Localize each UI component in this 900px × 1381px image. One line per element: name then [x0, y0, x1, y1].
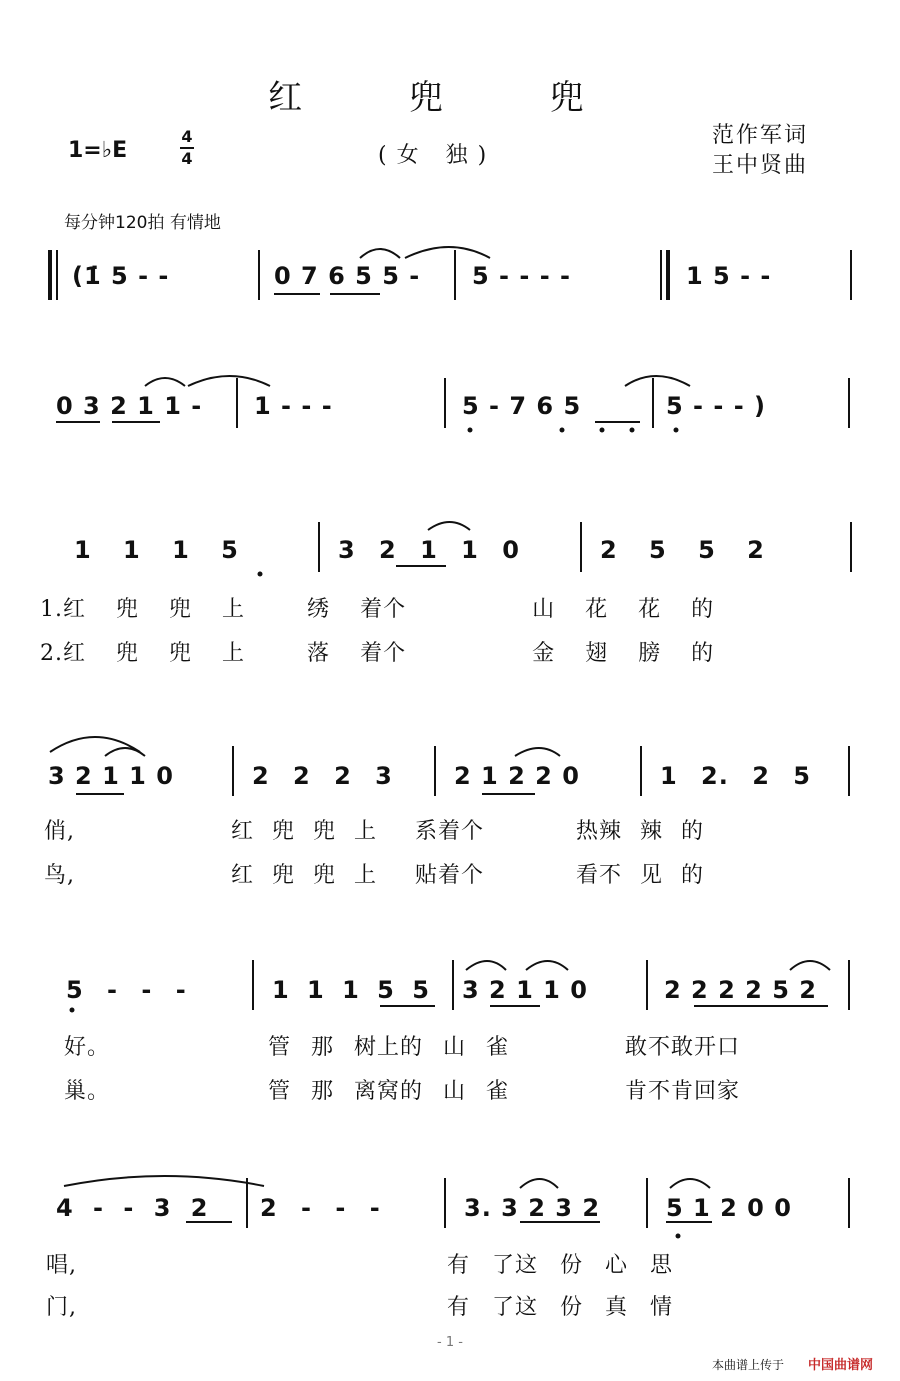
- measure: 4 - - 3 2: [56, 1194, 209, 1222]
- octave-dot: [600, 428, 605, 433]
- measure: 5 - - - ): [666, 392, 766, 420]
- slur: [466, 961, 506, 970]
- measure: 1 1 1 5 5: [272, 976, 430, 1004]
- lyric-word: 门,: [46, 1295, 77, 1320]
- slur: [790, 961, 830, 970]
- octave-dot: [70, 1008, 75, 1013]
- slur: [405, 247, 490, 258]
- lyric-word: 山: [532, 597, 556, 622]
- lyric-word: 系着个: [414, 819, 484, 844]
- lyric-word: 红 兜 兜 上: [231, 863, 377, 888]
- measure: 1 - - -: [254, 392, 333, 420]
- measure: 3. 3 2 3 2: [464, 1194, 601, 1222]
- measure: 0 7 6 5 5 -: [274, 262, 421, 290]
- lyric-word: 唱,: [46, 1253, 77, 1278]
- slur: [526, 961, 568, 970]
- meter-bottom: 4: [181, 149, 193, 168]
- lyric-word: 管 那 树上的 山 雀: [268, 1035, 509, 1060]
- slur: [64, 1176, 264, 1186]
- key-signature: 1=♭E: [68, 138, 128, 163]
- lyric-word: 翅: [585, 641, 609, 666]
- lyric-word: 金: [532, 641, 556, 666]
- lyric-word: 看不 见 的: [576, 863, 704, 888]
- upload-note: 本曲谱上传于: [712, 1358, 785, 1372]
- site-logo: 中国曲谱网: [808, 1358, 874, 1373]
- octave-dot: [468, 428, 473, 433]
- measure: 5 - - - -: [472, 262, 571, 290]
- composer-credit: 王中贤曲: [712, 153, 809, 178]
- octave-dot: [560, 428, 565, 433]
- slur: [50, 737, 140, 752]
- octave-dot: [258, 572, 263, 577]
- slur: [360, 249, 400, 258]
- lyric-word: 贴着个: [414, 863, 484, 888]
- performance-type: (女 独): [378, 143, 497, 168]
- lyric-word: 兜: [169, 641, 193, 666]
- lyric-word: 俏,: [44, 819, 75, 844]
- lyric-word: 鸟,: [44, 863, 75, 888]
- measure: 0 3 2 1 1 -: [56, 392, 203, 420]
- lyric-word: 绣: [307, 597, 331, 622]
- page-number: - 1 -: [437, 1335, 463, 1350]
- slur: [520, 1179, 558, 1188]
- lyric-word: 巢。: [64, 1079, 111, 1104]
- lyric-word: 1.红: [40, 597, 86, 622]
- measure: 3 2 1 1 0: [48, 762, 174, 790]
- lyric-word: 红 兜 兜 上: [231, 819, 377, 844]
- slur: [105, 748, 145, 756]
- lyric-word: 膀: [638, 641, 662, 666]
- meter-top: 4: [181, 127, 193, 146]
- lyric-word: 好。: [64, 1035, 111, 1060]
- measure: 2 1 2 2 0: [454, 762, 580, 790]
- lyric-word: 有 了这 份 真 情: [447, 1295, 673, 1320]
- lyric-word: 着个: [360, 597, 407, 622]
- lyric-word: 敢不敢开口: [625, 1035, 741, 1060]
- measure: 1 2. 2 5: [660, 762, 811, 790]
- measure: 2 2 2 2 5 2: [664, 976, 817, 1004]
- measure: 5 1 2 0 0: [666, 1194, 792, 1222]
- lyric-word: 兜: [169, 597, 193, 622]
- lyric-word: 上: [222, 597, 246, 622]
- lyric-word: 的: [691, 641, 715, 666]
- song-title: 红 兜 兜: [268, 78, 632, 118]
- slur: [670, 1179, 710, 1188]
- lyric-word: 兜: [116, 597, 140, 622]
- measure: 1 1 1 5: [74, 536, 239, 564]
- lyric-word: 着个: [360, 641, 407, 666]
- lyricist-credit: 范作军词: [712, 123, 809, 148]
- lyric-word: 的: [691, 597, 715, 622]
- slur: [188, 376, 270, 386]
- lyric-word: 上: [222, 641, 246, 666]
- measure: 3 2 1 1 0: [462, 976, 588, 1004]
- lyric-word: 落: [307, 641, 331, 666]
- lyric-word: 2.红: [40, 641, 86, 666]
- lyric-word: 有 了这 份 心 思: [447, 1253, 673, 1278]
- slur: [428, 522, 470, 530]
- octave-dot: [674, 428, 679, 433]
- measure: 5 - 7 6 5: [462, 392, 582, 420]
- measure: 2 - - -: [260, 1194, 381, 1222]
- measure: 2 5 5 2: [600, 536, 765, 564]
- octave-dot: [676, 1234, 681, 1239]
- lyric-word: 肯不肯回家: [625, 1079, 741, 1104]
- slur: [515, 748, 560, 756]
- lyric-word: 管 那 离窝的 山 雀: [268, 1079, 509, 1104]
- tempo-marking: 每分钟120拍 有情地: [64, 213, 221, 233]
- lyric-word: 热辣 辣 的: [576, 819, 704, 844]
- measure: 2 2 2 3: [252, 762, 393, 790]
- measure: (1̇ 5 - -: [72, 262, 170, 290]
- lyric-word: 兜: [116, 641, 140, 666]
- measure: 1 5 - -: [686, 262, 772, 290]
- lyric-word: 花: [638, 597, 662, 622]
- slur: [625, 376, 690, 386]
- slur: [145, 378, 185, 386]
- octave-dot: [630, 428, 635, 433]
- measure: 3 2 1 1 0: [338, 536, 520, 564]
- lyric-word: 花: [585, 597, 609, 622]
- measure: 5 - - -: [66, 976, 187, 1004]
